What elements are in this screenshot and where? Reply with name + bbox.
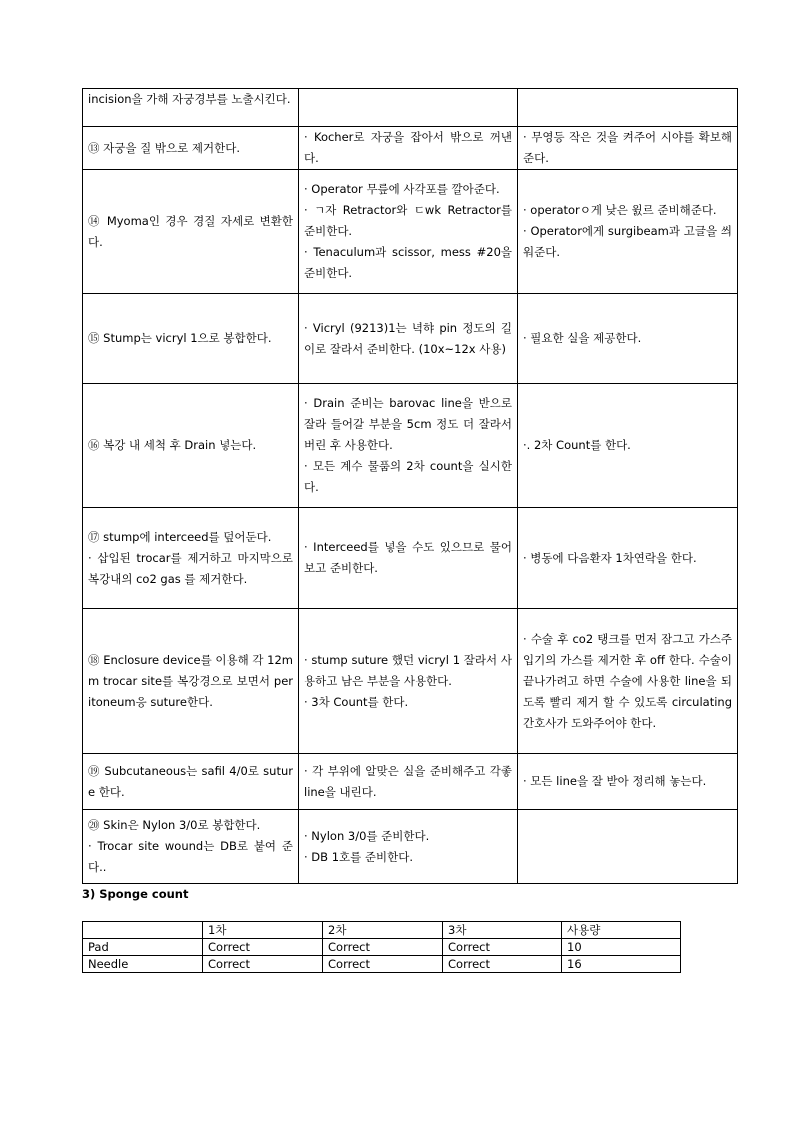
sponge-count-table-body [83,922,681,973]
scrub-cell [299,294,518,384]
step-text: · Trocar site wound는 DB로 붙여 준다.. [88,839,293,874]
scrub-text: · DB 1호를 준비한다. [304,849,413,864]
sponge-cell: Correct [323,956,443,973]
step-text: ⑳ Skin은 Nylon 3/0로 봉합한다. [88,818,261,832]
step-text: · 삽입된 trocar를 제거하고 마지막으로 복강내의 co2 gas 를 제거한다. [88,550,293,586]
sponge-cell: Correct [443,956,562,973]
circulating-text: · 모든 line을 잘 받아 정리해 놓는다. [523,774,707,788]
procedure-row [83,508,738,609]
scrub-text: · 3차 Count를 한다. [304,694,409,709]
scrub-cell [299,89,518,127]
circulating-cell [518,170,738,294]
procedure-row [83,89,738,127]
circulating-text: · 무영등 작은 것을 켜주어 시야를 확보해 준다. [523,130,732,165]
scrub-text: · Vicryl (9213)1는 녁햐 pin 정도의 길이로 잘라서 준비한다. (10x~12x 사용) [304,320,512,356]
circulating-cell [518,810,738,884]
circulating-cell [518,508,738,609]
scrub-cell [299,754,518,810]
scrub-text: · 각 부위에 알맞은 실을 준비해주고 각좋 line을 내린다. [304,763,512,799]
circulating-text: · 병동에 다음환자 1차연락을 한다. [523,550,697,565]
sponge-header-cell [83,922,203,939]
step-text: ⑮ Stump는 vicryl 1으로 봉합한다. [88,331,272,345]
scrub-cell [299,384,518,508]
sponge-cell: 16 [562,956,681,973]
step-text: ⑯ 복강 내 세척 후 Drain 넣는다. [88,438,257,452]
step-cell [83,294,299,384]
circulating-cell [518,754,738,810]
circulating-text: · Operator에게 surgibeam과 고글을 씌워준다. [523,224,732,259]
scrub-text: · 모든 계수 물품의 2차 count을 실시한다. [304,459,512,494]
sponge-row [83,939,681,956]
procedure-row [83,609,738,754]
scrub-cell [299,609,518,754]
scrub-cell [299,170,518,294]
sponge-count-title: 3) Sponge count [82,887,189,901]
sponge-cell: Correct [323,939,443,956]
scrub-text: · Kocher로 자궁을 잡아서 밖으로 꺼낸다. [304,130,512,165]
step-cell [83,89,299,127]
circulating-text: · 수술 후 co2 탱크를 먼저 잠그고 가스주입기의 가스를 제거한 후 off 한다. 수술이 끝나가려고 하면 수술에 사용한 line을 되도록 빨리 제거 할 수 있도록 circulating 간호사가 도와주어야 한다. [523,631,732,730]
procedure-row [83,127,738,170]
procedure-row [83,294,738,384]
circulating-text: ·. 2차 Count를 한다. [523,438,631,452]
procedure-row [83,170,738,294]
step-text: ⑲ Subcutaneous는 safil 4/0로 suture 한다. [88,763,293,799]
sponge-header-cell: 사용량 [562,922,681,939]
circulating-cell [518,609,738,754]
scrub-text: · Operator 무릎에 사각포를 깔아준다. [304,182,500,196]
sponge-header-cell: 3차 [443,922,562,939]
sponge-cell: Correct [203,939,323,956]
circulating-cell [518,127,738,170]
scrub-text: · ㄱ자 Retractor와 ㄷwk Retractor를 준비한다. [304,203,512,238]
step-cell [83,384,299,508]
scrub-cell [299,508,518,609]
step-cell [83,508,299,609]
scrub-text: · Drain 준비는 barovac line을 반으로 잘라 들어갈 부분을 5cm 정도 더 잘라서 버린 후 사용한다. [304,396,512,452]
step-text: ⑰ stump에 interceed를 덮어둔다. [88,529,272,544]
step-text: ⑬ 자궁을 질 밖으로 제거한다. [88,140,240,155]
sponge-cell: Needle [83,956,203,973]
scrub-text: · Nylon 3/0를 준비한다. [304,828,430,843]
sponge-cell: Pad [83,939,203,956]
scrub-text: · Interceed를 넣을 수도 있으므로 물어보고 준비한다. [304,540,512,575]
sponge-cell: Correct [203,956,323,973]
step-cell [83,754,299,810]
circulating-cell [518,294,738,384]
procedure-row [83,384,738,508]
sponge-cell: Correct [443,939,562,956]
sponge-count-table [82,921,681,973]
procedure-row [83,810,738,884]
sponge-header-cell: 2차 [323,922,443,939]
step-text: ⑭ Myoma인 경우 경질 자세로 변환한다. [88,213,293,249]
scrub-cell [299,127,518,170]
procedure-table [82,88,738,884]
step-text: ⑱ Enclosure device를 이용해 각 12mm trocar site를 복강경으로 보면서 peritoneum응 suture한다. [88,652,293,709]
scrub-cell [299,810,518,884]
step-cell [83,170,299,294]
sponge-row [83,956,681,973]
step-text: incision을 가해 자궁경부를 노출시킨다. [88,92,291,106]
sponge-header-cell: 1차 [203,922,323,939]
procedure-row [83,754,738,810]
step-cell [83,810,299,884]
procedure-table-body [83,89,738,884]
step-cell [83,127,299,170]
circulating-cell [518,384,738,508]
sponge-header-row [83,922,681,939]
scrub-text: · stump suture 했던 vicryl 1 잘라서 사용하고 남은 부분을 사용한다. [304,652,512,688]
circulating-text: · 필요한 실을 제공한다. [523,331,642,345]
step-cell [83,609,299,754]
circulating-text: · operatorㅇ게 낮은 윐르 준비해준다. [523,203,717,217]
scrub-text: · Tenaculum과 scissor, mess #20을 준비한다. [304,245,512,280]
sponge-cell: 10 [562,939,681,956]
circulating-cell [518,89,738,127]
